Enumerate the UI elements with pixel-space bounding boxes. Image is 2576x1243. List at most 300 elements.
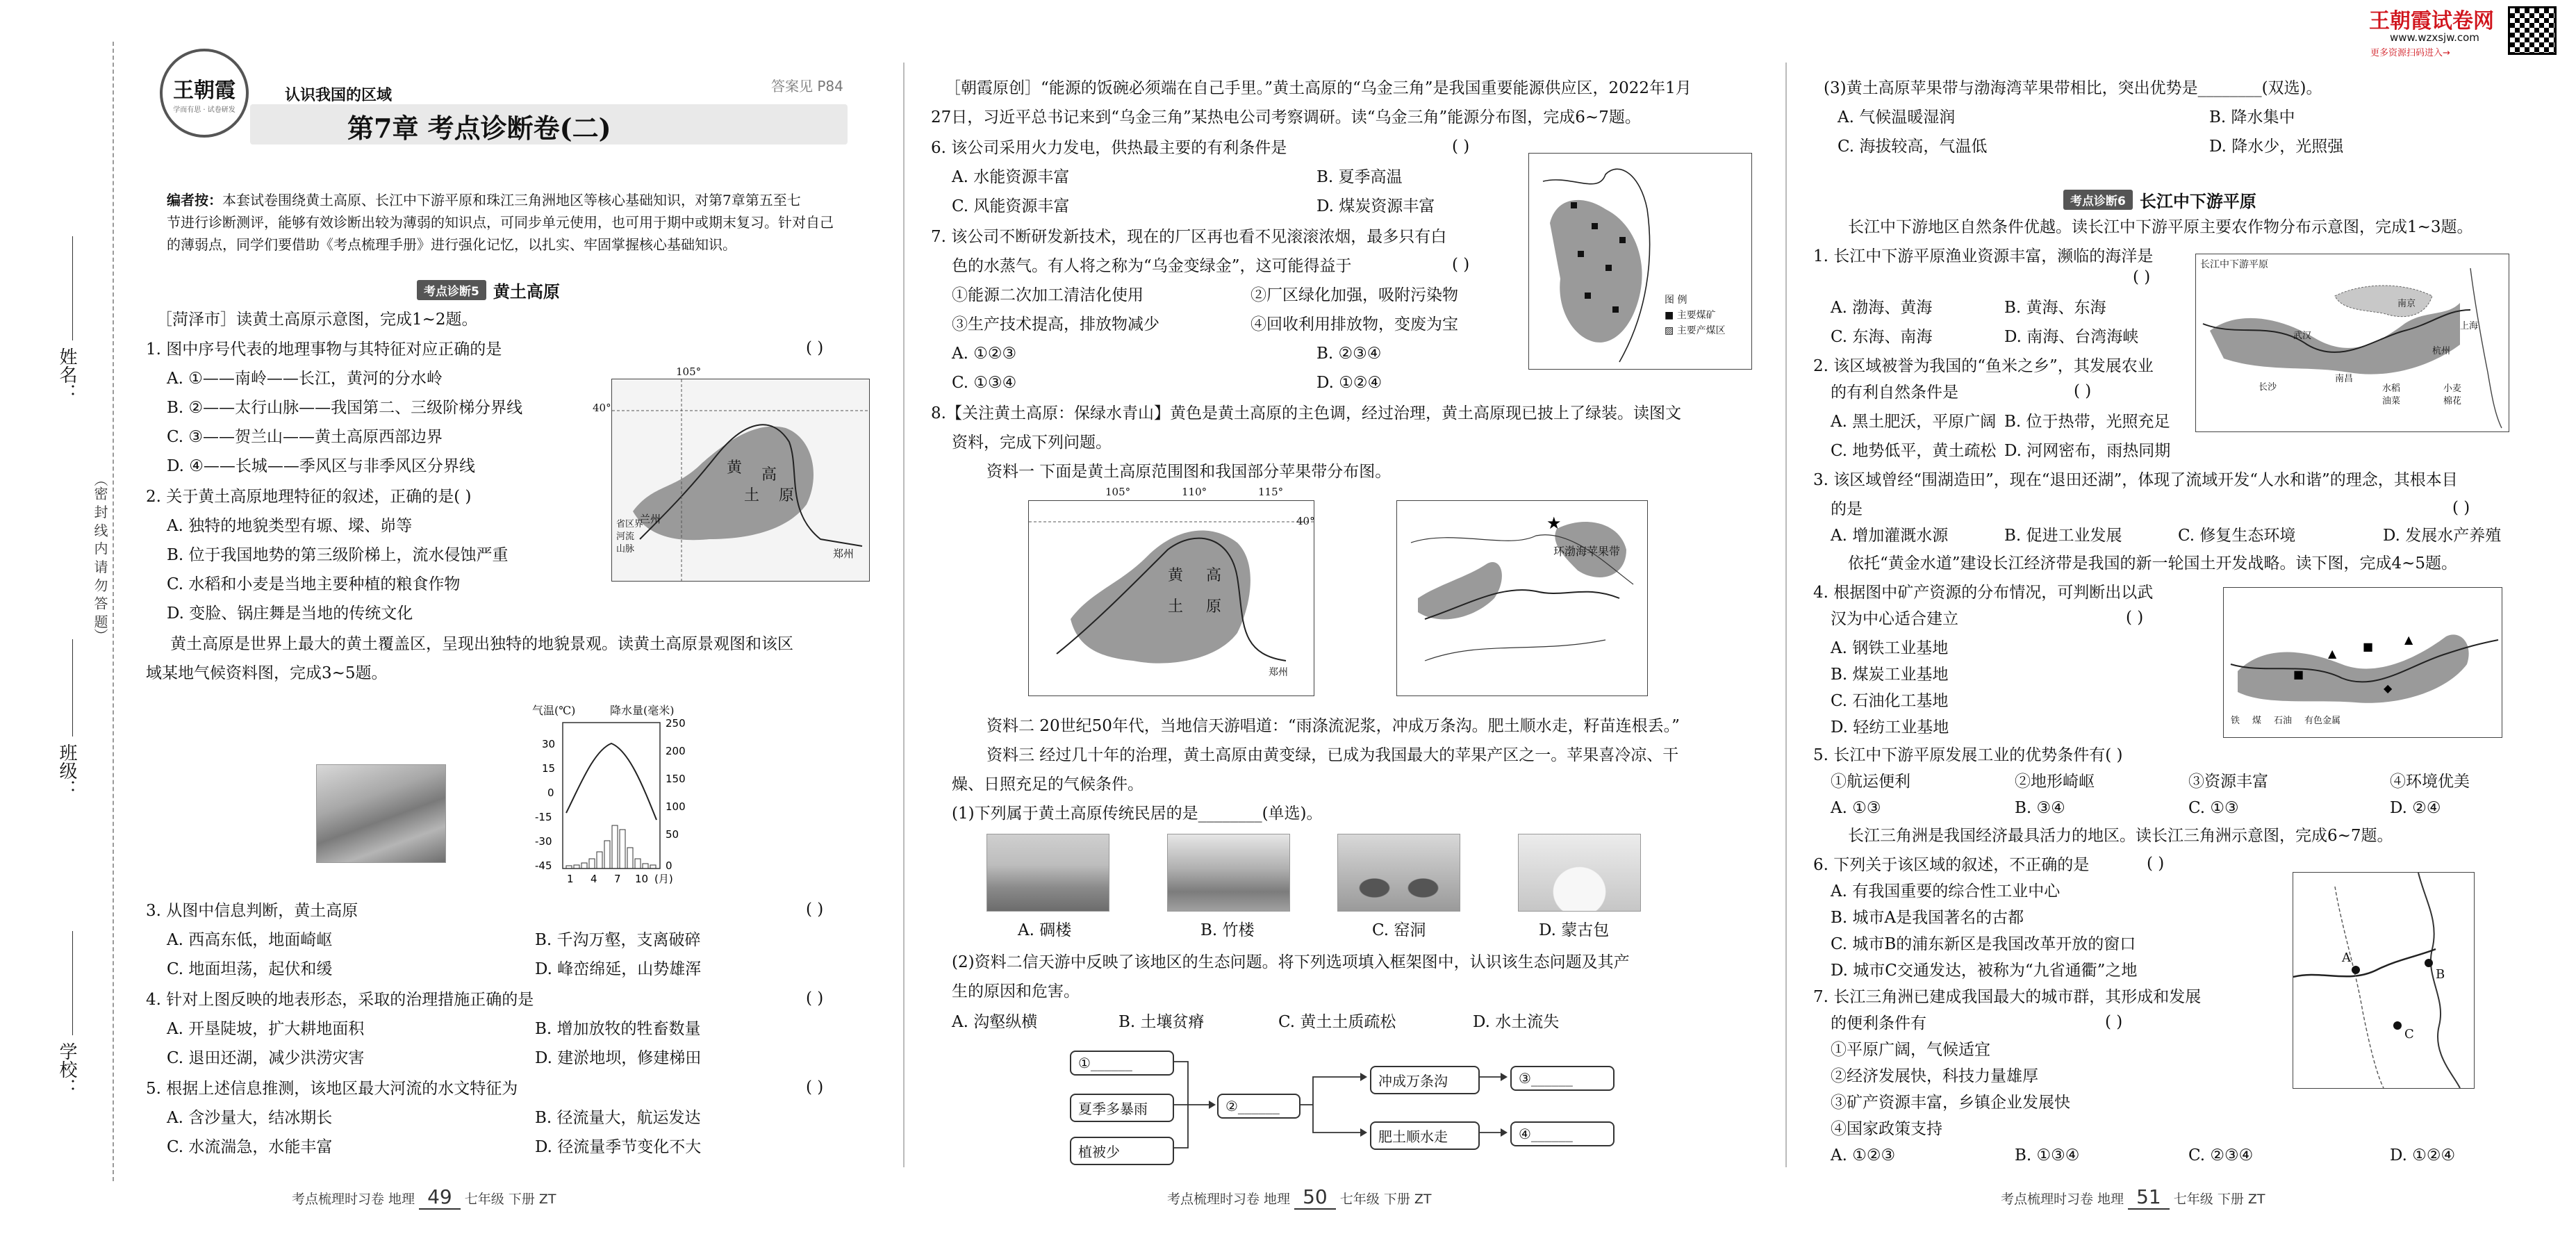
climate-frame [563, 723, 660, 869]
coal-mine-3 [1578, 251, 1584, 257]
climate-p-label: 降水量(毫米) [610, 704, 675, 717]
mineral-legend-coal: 煤 [2252, 716, 2262, 726]
intro-label: 编者按： [167, 192, 222, 208]
binding-line [113, 42, 114, 1181]
p50-q7d[interactable]: D. ①②④ [1316, 374, 1382, 392]
p-tick-0: 0 [666, 859, 672, 872]
p49-q4: 4. 针对上图反映的地表形态，采取的治理措施正确的是 [146, 991, 534, 1009]
map-city-lanzhou: 兰州 [640, 513, 661, 525]
delta-city-a [2352, 966, 2360, 974]
p50-q7c[interactable]: C. ①③④ [952, 374, 1017, 392]
flow-arrow-4-head [1501, 1073, 1508, 1081]
house-photo-menggubao [1518, 834, 1641, 912]
p49-q4d[interactable]: D. 建淤地坝，修建梯田 [535, 1049, 702, 1067]
delta-city-b [2425, 959, 2433, 967]
class-label: 班级： [56, 743, 77, 798]
range-label-1: 黄 [1168, 567, 1184, 584]
energy-map [1528, 153, 1752, 370]
school-label: 学校： [56, 1042, 77, 1096]
p49-q2: 2. 关于黄土高原地理特征的叙述，正确的是( ) [146, 488, 472, 506]
p50-sq2: (2)资料二信天游中反映了该地区的生态问题。将下列选项填入框架图中，认识该生态问题及其产 [952, 953, 1630, 971]
p51-q1c[interactable]: C. 东海、南海 [1831, 328, 1933, 346]
p51-q1d[interactable]: D. 南海、台湾海峡 [2004, 328, 2139, 346]
p49-q1c[interactable]: C. ③——贺兰山——黄土高原西部边界 [167, 428, 443, 446]
section-5-title: 黄土高原 [493, 281, 560, 302]
p50-m3b: 燥、日照充足的气候条件。 [952, 775, 1143, 793]
legend-item-3: 山脉 [616, 544, 635, 554]
precip-bar [597, 852, 602, 869]
p51-q6d[interactable]: D. 城市C交通发达，被称为“九省通衢”之地 [1831, 962, 2138, 980]
flow-node-1[interactable]: ①______ [1070, 1051, 1174, 1076]
climate-svg [528, 716, 736, 889]
mineral-legend-oil: 石油 [2274, 716, 2293, 726]
p51-q3q: 3. 该区域曾经“围湖造田”，现在“退田还湖”，体现了流域开发“人水和谐”的理念，其根本目 [1813, 471, 2458, 489]
crops-city-nanjing: 南京 [2397, 299, 2416, 309]
p51-q3qd[interactable]: D. 发展水产养殖 [2383, 527, 2502, 545]
school-line[interactable] [72, 931, 73, 1035]
climate-left-ticks [535, 738, 555, 872]
crops-legend-rape: 油菜 [2382, 396, 2401, 406]
p50-lead: ［朝霞原创］“能源的饭碗必须端在自己手里。”黄土高原的“乌金三角”是我国重要能源供应区，2022年1月 [945, 79, 1692, 97]
p50-q8b: 资料，完成下列问题。 [952, 434, 1112, 452]
p49-q3d[interactable]: D. 峰峦绵延，山势雄浑 [535, 960, 702, 978]
p49-q2b[interactable]: B. 位于我国地势的第三级阶梯上，流水侵蚀严重 [167, 546, 509, 564]
class-line[interactable] [72, 639, 73, 736]
p51-q4a[interactable]: A. 钢铁工业基地 [1831, 639, 1949, 657]
p51-q6b[interactable]: B. 城市A是我国著名的古都 [1831, 909, 2024, 927]
coal-region [1550, 200, 1642, 343]
legend-item-2: 河流 [616, 532, 635, 542]
energy-legend-area: ▨ 主要产煤区 [1665, 325, 1726, 336]
t-tick-m30: -30 [535, 835, 552, 848]
crops-city-hangzhou: 杭州 [2432, 346, 2451, 356]
section-5-tag: 考点诊断5 [417, 280, 486, 300]
p50-q7s1: ①能源二次加工清洁化使用 [952, 286, 1143, 304]
p51-q3a[interactable]: A. 气候温暖湿润 [1838, 108, 1956, 126]
choice-a: A. 沟壑纵横 [952, 1013, 1038, 1031]
p49-q1b[interactable]: B. ②——太行山脉——我国第二、三级阶梯分界线 [167, 399, 523, 417]
p51-q3qc[interactable]: C. 修复生态环境 [2178, 527, 2296, 545]
choice-b: B. 土壤贫瘠 [1118, 1013, 1205, 1031]
mineral-legend [2231, 713, 2340, 726]
p51-q1: 1. 长江中下游平原渔业资源丰富，濒临的海洋是 [1813, 247, 2154, 265]
t-tick-30: 30 [542, 738, 556, 750]
mineral-legend-metal: 有色金属 [2304, 716, 2341, 726]
range-lon1: 105° [1105, 486, 1131, 498]
p51-q5o1[interactable]: A. ①③ [1831, 799, 1881, 817]
p49-q5-paren[interactable]: ( ) [806, 1078, 824, 1096]
climate-t-label: 气温(℃) [532, 704, 576, 717]
p51-q2bb[interactable]: B. 位于热带，光照充足 [2004, 413, 2170, 431]
page-title: 第7章 考点诊断卷(二) [347, 113, 611, 144]
p51-q7o4[interactable]: D. ①②④ [2390, 1146, 2456, 1164]
p51-q7o2[interactable]: B. ①③④ [2015, 1146, 2080, 1164]
footer-p49-grade: 七年级 下册 ZT [464, 1192, 556, 1207]
footer-p51-book: 考点梳理时习卷 地理 [2001, 1192, 2124, 1207]
intro-line1: 本套试卷围绕黄土高原、长江中下游平原和珠江三角洲地区等核心基础知识，对第7章第五至七 [222, 192, 801, 208]
house-option-b[interactable]: B. 竹楼 [1200, 921, 1255, 939]
legend-item-1: 省区界 [616, 519, 644, 529]
p49-q3b[interactable]: B. 千沟万壑，支离破碎 [535, 931, 701, 949]
p50-q6-paren[interactable]: ( ) [1452, 138, 1470, 156]
loess-plateau-map [593, 365, 870, 582]
p51-q2: 2. 该区域被誉为我国的“鱼米之乡”，其发展农业 [1813, 357, 2154, 375]
p49-q2c[interactable]: C. 水稻和小麦是当地主要种植的粮食作物 [167, 575, 461, 593]
qr-code-icon [2508, 6, 2557, 55]
apple-belt-loess [1418, 562, 1502, 619]
flow-arrow-2-head [1360, 1073, 1367, 1081]
p51-q4bb[interactable]: B. 煤炭工业基地 [1831, 666, 1949, 684]
section-6-title: 长江中下游平原 [2139, 191, 2256, 211]
p51-q2b: 的有利自然条件是 [1831, 384, 1958, 402]
loess-range-area [1071, 531, 1250, 664]
p51-q4c[interactable]: C. 石油化工基地 [1831, 692, 1949, 710]
p50-sq2b: 生的原因和危害。 [952, 982, 1080, 1001]
p51-q3: (3)黄土高原苹果带与渤海湾苹果带相比，突出优势是________(双选)。 [1824, 79, 2322, 97]
mineral-coal-1: ■ [2363, 640, 2374, 653]
section-6-heading [2063, 188, 2256, 212]
apple-belt-label: 环渤海苹果带 [1553, 545, 1621, 558]
p49-q4-paren[interactable]: ( ) [806, 989, 824, 1007]
t-tick-0: 0 [547, 787, 554, 799]
brand-block [2369, 3, 2576, 66]
footer-p50 [1167, 1185, 1431, 1208]
p50-m2: 资料二 20世纪50年代，当地信天游唱道：“雨涤流泥浆，冲成万条沟。肥土顺水走，籽苗连根丢。” [986, 717, 1680, 735]
range-label-3: 高 [1206, 567, 1222, 584]
p51-q7s3: ③矿产资源丰富，乡镇企业发展快 [1831, 1094, 2070, 1112]
crops-city-nanchang: 南昌 [2335, 374, 2354, 384]
p50-q6a[interactable]: A. 水能资源丰富 [952, 168, 1070, 186]
house-option-a[interactable]: A. 碉楼 [1018, 921, 1072, 939]
p51-q1b[interactable]: B. 黄海、东海 [2004, 299, 2106, 317]
coal-mine-7 [1619, 237, 1626, 243]
t-tick-15: 15 [542, 762, 556, 775]
climate-right-ticks [666, 717, 686, 872]
p51-q7o1[interactable]: A. ①②③ [1831, 1146, 1896, 1164]
house-photo-yaodong [1337, 834, 1460, 912]
coal-mine-4 [1605, 265, 1612, 271]
p51-q6-paren[interactable]: ( ) [2147, 855, 2165, 873]
logo-text: 王朝霞 [173, 78, 236, 103]
p50-q6b[interactable]: B. 夏季高温 [1316, 168, 1403, 186]
precip-bar [643, 864, 648, 869]
p50-q8: 8.【关注黄土高原：保绿水青山】黄色是黄土高原的主色调，经过治理，黄土高原现已披上了绿装。读图文 [931, 404, 1681, 422]
footer-p49-page: 49 [419, 1185, 461, 1210]
delta-city-c [2393, 1021, 2402, 1030]
precip-bar [589, 859, 595, 869]
p49-q4c[interactable]: C. 退田还湖，减少洪涝灾害 [167, 1049, 365, 1067]
p49-q1-paren[interactable]: ( ) [806, 339, 824, 357]
p51-q7b: 的便利条件有 [1831, 1014, 1926, 1032]
x-unit: (月) [654, 873, 673, 885]
p50-q6d[interactable]: D. 煤炭资源丰富 [1316, 197, 1435, 215]
p49-q5a[interactable]: A. 含沙量大，结冰期长 [167, 1109, 333, 1127]
p51-q3qa[interactable]: A. 增加灌溉水源 [1831, 527, 1949, 545]
map-lat-label: 40° [593, 402, 611, 414]
p51-q2a[interactable]: A. 黑土肥沃，平原广阔 [1831, 413, 1997, 431]
p51-q6: 6. 下列关于该区域的叙述，不正确的是 [1813, 856, 2090, 874]
p49-lead2a: 黄土高原是世界上最大的黄土覆盖区，呈现出独特的地貌景观。读黄土高原景观图和该区 [170, 635, 793, 653]
energy-legend-title: 图 例 [1665, 295, 1687, 306]
p51-q5s4: ④环境优美 [2390, 773, 2470, 791]
p50-q6c[interactable]: C. 风能资源丰富 [952, 197, 1070, 215]
crops-city-shanghai: 上海 [2460, 321, 2479, 331]
crops-city-changsha: 长沙 [2259, 382, 2277, 393]
p51-q3qbb[interactable]: B. 促进工业发展 [2004, 527, 2122, 545]
map-label-1: 黄 [727, 459, 743, 477]
house-option-c[interactable]: C. 窑洞 [1372, 921, 1426, 939]
section-6-tag: 考点诊断6 [2063, 190, 2133, 210]
climate-chart [528, 702, 736, 889]
p51-q5s3: ③资源丰富 [2188, 773, 2268, 791]
flow-arrow-5-head [1501, 1128, 1508, 1137]
energy-legend [1665, 293, 1726, 338]
answer-ref: 答案见 P84 [771, 78, 843, 94]
p51-q3c[interactable]: C. 海拔较高，气温低 [1838, 138, 1988, 156]
mineral-iron-1: ▲ [2328, 647, 2337, 660]
apple-belt-map [1396, 500, 1648, 696]
p-tick-150: 150 [666, 773, 686, 785]
intro [167, 189, 875, 256]
delta-canal [2335, 887, 2384, 1088]
delta-yangtze [2293, 949, 2436, 977]
flow-bracket-left [1174, 1062, 1188, 1148]
delta-label-a: A [2342, 950, 2351, 965]
range-lon2: 110° [1182, 486, 1207, 498]
p51-q2c[interactable]: C. 地势低平，黄土疏松 [1831, 442, 1997, 460]
house-option-d[interactable]: D. 蒙古包 [1539, 921, 1610, 939]
precip-bar [620, 830, 625, 869]
p51-q4: 4. 根据图中矿产资源的分布情况，可判断出以武 [1813, 584, 2154, 602]
flow-node-2: 夏季多暴雨 [1070, 1094, 1174, 1122]
footer-p50-page: 50 [1294, 1185, 1336, 1210]
footer-p50-book: 考点梳理时习卷 地理 [1167, 1192, 1291, 1207]
p49-q2a[interactable]: A. 独特的地貌类型有塬、墚、峁等 [167, 517, 413, 535]
energy-legend-area-label: 主要产煤区 [1676, 325, 1726, 336]
range-label-2: 土 [1168, 598, 1184, 616]
p51-q3d[interactable]: D. 降水少，光照强 [2209, 138, 2344, 156]
footer-p49 [292, 1185, 556, 1208]
crops-map-title: 长江中下游平原 [2200, 259, 2268, 270]
p51-q5s2: ②地形崎岖 [2015, 773, 2095, 791]
apple-belt-svg [1397, 501, 1647, 695]
p49-q5b[interactable]: B. 径流量大，航运发达 [535, 1109, 701, 1127]
delta-label-c: C [2404, 1027, 2414, 1042]
delta-label-b: B [2436, 967, 2445, 982]
crop-area-wheat [2335, 286, 2432, 317]
p51-q3qb: 的是 [1831, 500, 1863, 518]
x-tick-7: 7 [614, 873, 621, 885]
p49-q3-paren[interactable]: ( ) [806, 900, 824, 919]
p51-q5o4[interactable]: D. ②④ [2390, 799, 2441, 817]
section-5-heading [417, 278, 560, 302]
x-tick-1: 1 [567, 873, 574, 885]
footer-p49-book: 考点梳理时习卷 地理 [292, 1192, 415, 1207]
p-tick-100: 100 [666, 800, 686, 813]
logo-sub: 学而有思 · 试卷研发 [173, 106, 236, 114]
flow-node-3: 植被少 [1070, 1137, 1174, 1165]
crops-legend [2382, 383, 2504, 408]
p51-q1a[interactable]: A. 渤海、黄海 [1831, 299, 1933, 317]
flow-node-6: 肥土顺水走 [1370, 1121, 1480, 1150]
p51-lead3: 长江三角洲是我国经济最具活力的地区。读长江三角洲示意图，完成6~7题。 [1848, 827, 2393, 845]
name-line[interactable] [72, 236, 73, 340]
map-lon-label: 105° [676, 365, 702, 378]
p50-m3: 资料三 经过几十年的治理，黄土高原由黄变绿，已成为我国最大的苹果产区之一。苹果喜冷凉、干 [986, 746, 1679, 764]
house-photo-diaolou [986, 834, 1109, 912]
name-label: 姓名： [56, 347, 77, 402]
p49-q5c[interactable]: C. 水流湍急，水能丰富 [167, 1138, 333, 1156]
crops-legend-rice: 水稻 [2382, 384, 2401, 394]
p51-q2d[interactable]: D. 河网密布，雨热同期 [2004, 442, 2171, 460]
p51-q7o3[interactable]: C. ②③④ [2188, 1146, 2254, 1164]
crops-legend-wheat: 小麦 [2443, 384, 2462, 394]
loess-map-svg [612, 379, 869, 581]
p-tick-200: 200 [666, 745, 686, 757]
delta-map [2293, 872, 2475, 1089]
range-label-4: 原 [1206, 598, 1222, 616]
map-label-4: 原 [779, 487, 795, 504]
p51-q5o2[interactable]: B. ③④ [2015, 799, 2065, 817]
page-divider-1 [903, 63, 905, 1167]
p50-lead-b: 27日，习近平总书记来到“乌金三角”某热电公司考察调研。读“乌金三角”能源分布图，完成6~7题。 [931, 108, 1641, 126]
t-tick-m15: -15 [535, 811, 552, 823]
choice-c: C. 黄土土质疏松 [1278, 1013, 1396, 1031]
p49-lead: ［菏泽市］读黄土高原示意图，完成1~2题。 [156, 311, 478, 329]
p51-q7s2: ②经济发展快，科技力量雄厚 [1831, 1067, 2038, 1085]
p-tick-50: 50 [666, 828, 679, 841]
range-lat: 40° [1296, 515, 1315, 527]
range-city: 郑州 [1269, 667, 1288, 678]
p49-q5: 5. 根据上述信息推测，该地区最大河流的水文特征为 [146, 1080, 518, 1098]
p51-q4d[interactable]: D. 轻纺工业基地 [1831, 718, 1949, 736]
p51-q1-paren[interactable]: ( ) [2133, 268, 2151, 286]
precip-bar [627, 848, 633, 869]
p51-q6a[interactable]: A. 有我国重要的综合性工业中心 [1831, 882, 2061, 900]
flow-node-8[interactable]: ④______ [1510, 1121, 1615, 1146]
p51-q4b: 汉为中心适合建立 [1831, 610, 1958, 628]
p49-lead2b: 域某地气候资料图，完成3~5题。 [146, 664, 388, 682]
precip-bar [612, 825, 618, 869]
p49-q1d[interactable]: D. ④——长城——季风区与非季风区分界线 [167, 457, 475, 475]
p51-q7s1: ①平原广阔，气候适宜 [1831, 1041, 1990, 1059]
flow-arrow-1-head [1209, 1101, 1216, 1109]
p50-q7s2: ②厂区绿化加强，吸附污染物 [1250, 286, 1458, 304]
p51-q5o3[interactable]: C. ①③ [2188, 799, 2239, 817]
crops-map [2195, 254, 2509, 432]
unit-label: 认识我国的区域 [285, 86, 393, 104]
flow-diagram [1070, 1042, 1640, 1174]
p50-q7-paren[interactable]: ( ) [1452, 256, 1470, 274]
p51-q5: 5. 长江中下游平原发展工业的优势条件有( ) [1813, 746, 2123, 764]
p49-q2d[interactable]: D. 变脸、锅庄舞是当地的传统文化 [167, 604, 413, 623]
p51-q7s4: ④国家政策支持 [1831, 1120, 1942, 1138]
intro-line2: 节进行诊断测评，能够有效诊断出较为薄弱的知识点，可同步单元使用，也可用于期中或期末复习。针对自己 [167, 214, 834, 231]
flow-arrow-3-head [1360, 1128, 1367, 1137]
p50-q7b: 色的水蒸气。有人将之称为“乌金变绿金”，这可能得益于 [952, 257, 1352, 275]
mineral-iron-2: ▲ [2404, 633, 2413, 646]
footer-p50-grade: 七年级 下册 ZT [1339, 1192, 1432, 1207]
flow-node-4[interactable]: ②______ [1217, 1094, 1301, 1119]
p49-q3: 3. 从图中信息判断，黄土高原 [146, 902, 358, 920]
delta-map-svg [2293, 873, 2474, 1088]
page-divider-2 [1785, 63, 1787, 1167]
p50-q7a[interactable]: A. ①②③ [952, 345, 1017, 363]
brand-name: 王朝霞试卷网 [2369, 9, 2494, 33]
flow-node-7[interactable]: ③______ [1510, 1066, 1615, 1091]
t-tick-m45: -45 [535, 859, 552, 872]
p51-q7: 7. 长江三角洲已建成我国最大的城市群，其形成和发展 [1813, 988, 2202, 1006]
p51-q6c[interactable]: C. 城市B的浦东新区是我国改革开放的窗口 [1831, 935, 2136, 953]
p49-q3a[interactable]: A. 西高东低，地面崎岖 [167, 931, 333, 949]
p49-q5d[interactable]: D. 径流量季节变化不大 [535, 1138, 702, 1156]
precip-bar [635, 859, 641, 869]
capital-star: ★ [1546, 513, 1562, 533]
x-tick-10: 10 [635, 873, 649, 885]
p51-q7-paren[interactable]: ( ) [2105, 1013, 2123, 1031]
house-photo-zhulou [1167, 834, 1290, 912]
p-tick-250: 250 [666, 717, 686, 730]
brand-url: www.wzxsjw.com [2390, 31, 2479, 44]
p51-q3b[interactable]: B. 降水集中 [2209, 108, 2295, 126]
precip-bar [581, 863, 587, 869]
p49-q1a[interactable]: A. ①——南岭——长江，黄河的分水岭 [167, 370, 443, 388]
p51-q3q-paren[interactable]: ( ) [2452, 499, 2470, 517]
footer-p51-grade: 七年级 下册 ZT [2173, 1192, 2265, 1207]
seal-text: （密 封 线 内 请 勿 答 题） [92, 472, 108, 643]
climate-x-ticks [567, 873, 673, 885]
p49-q4b[interactable]: B. 增加放牧的牲畜数量 [535, 1020, 701, 1038]
p51-lead: 长江中下游地区自然条件优越。读长江中下游平原主要农作物分布示意图，完成1~3题。 [1848, 218, 2473, 236]
mineral-metal-1: ◆ [2384, 682, 2393, 695]
p50-q7: 7. 该公司不断研发新技术，现在的厂区再也看不见滚滚浓烟，最多只有白 [931, 228, 1447, 246]
mineral-legend-iron: 铁 [2231, 716, 2240, 726]
p51-q2-paren[interactable]: ( ) [2074, 382, 2092, 400]
brand-tagline: 更多资源扫码进入→ [2370, 48, 2450, 58]
p50-q6: 6. 该公司采用火力发电，供热最主要的有利条件是 [931, 139, 1287, 157]
p51-q4-paren[interactable]: ( ) [2126, 609, 2144, 627]
map-city-zhengzhou: 郑州 [833, 548, 854, 560]
coal-mine-1 [1571, 202, 1577, 208]
p49-q3c[interactable]: C. 地面坦荡，起伏和缓 [167, 960, 333, 978]
temperature-curve [566, 743, 657, 820]
coal-mine-6 [1612, 306, 1619, 313]
p50-q7bb[interactable]: B. ②③④ [1316, 345, 1382, 363]
p50-q7s4: ④回收利用排放物，变废为宝 [1250, 315, 1458, 334]
logo [160, 49, 249, 138]
intro-line3: 的薄弱点，同学们要借助《考点梳理手册》进行强化记忆，以扎实、牢固掌握核心基础知识。 [167, 236, 736, 253]
flow-branch [1299, 1077, 1362, 1133]
map-label-2: 土 [744, 487, 760, 504]
footer-p51 [2001, 1185, 2265, 1208]
mineral-map [2223, 587, 2502, 738]
mineral-coal-2: ■ [2293, 668, 2304, 681]
energy-legend-mine-label: 主要煤矿 [1676, 310, 1716, 321]
p49-q4a[interactable]: A. 开垦陡坡，扩大耕地面积 [167, 1020, 365, 1038]
flow-node-5: 冲成万条沟 [1370, 1066, 1480, 1094]
p50-sq1: (1)下列属于黄土高原传统民居的是________(单选)。 [952, 805, 1323, 823]
p50-q7s3: ③生产技术提高，排放物减少 [952, 315, 1159, 334]
energy-legend-mine: ■ 主要煤矿 [1665, 310, 1716, 321]
crop-area-rice [2210, 303, 2460, 374]
p51-q5s1: ①航运便利 [1831, 773, 1910, 791]
loess-landscape-photo [316, 764, 446, 863]
crops-legend-cotton: 棉花 [2443, 396, 2462, 406]
crops-city-wuhan: 武汉 [2293, 331, 2312, 341]
map-label-3: 高 [761, 466, 777, 484]
map-legend [616, 518, 643, 556]
coal-mine-5 [1585, 293, 1591, 299]
